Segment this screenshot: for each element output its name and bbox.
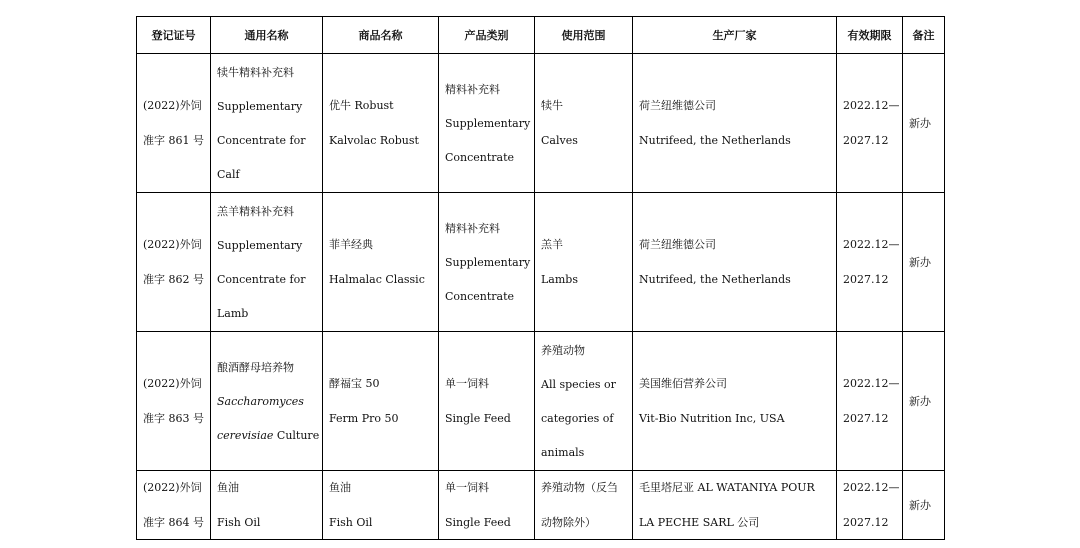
- spacer: [217, 149, 322, 166]
- spacer: [639, 253, 836, 271]
- category-line: 精料补充料: [445, 221, 500, 235]
- header-trade-name: 商品名称: [323, 17, 439, 54]
- trade-line: Halmalac Classic: [329, 273, 425, 286]
- registration-table: [136, 16, 945, 540]
- spacer: [541, 359, 632, 376]
- cell-scope: [535, 193, 633, 332]
- cell-note: 新办: [903, 193, 945, 332]
- generic-line: Concentrate for: [217, 272, 306, 286]
- cell-manufacturer: [633, 193, 837, 332]
- header-note: 备注: [903, 17, 945, 54]
- reg-line: (2022)外饲: [143, 377, 202, 390]
- table-row: [137, 193, 945, 332]
- maker-line: 毛里塔尼亚 AL WATANIYA POUR: [639, 481, 815, 494]
- cell-reg-no: [137, 471, 211, 540]
- spacer: [217, 410, 322, 427]
- spacer: [445, 237, 534, 254]
- cell-generic-name: [211, 193, 323, 332]
- trade-line: 优牛 Robust: [329, 99, 394, 112]
- spacer: [843, 496, 902, 514]
- reg-line: 准字 862 号: [143, 273, 204, 286]
- generic-line: Supplementary: [217, 99, 303, 113]
- spacer: [143, 392, 210, 410]
- scope-line: 羔羊: [541, 238, 563, 251]
- generic-line: [217, 393, 322, 410]
- validity-line: 2022.12—: [843, 481, 900, 494]
- scope-line: Lambs: [541, 273, 578, 286]
- validity-line: 2027.12: [843, 134, 889, 147]
- header-generic-name: 通用名称: [211, 17, 323, 54]
- trade-line: Kalvolac Robust: [329, 134, 419, 147]
- trade-line: Ferm Pro 50: [329, 412, 399, 425]
- category-line: Supplementary: [445, 255, 531, 269]
- spacer: [639, 392, 836, 410]
- maker-line: Vit-Bio Nutrition Inc, USA: [639, 412, 785, 425]
- trade-line: 菲羊经典: [329, 238, 373, 251]
- category-line: 单一饲料: [445, 481, 489, 494]
- cell-note: 新办: [903, 54, 945, 193]
- cell-reg-no: [137, 332, 211, 471]
- scope-line: Calves: [541, 134, 578, 147]
- spacer: [541, 427, 632, 444]
- header-category: 产品类别: [439, 17, 535, 54]
- cell-generic-name: [211, 471, 323, 540]
- spacer: [445, 98, 534, 115]
- generic-line: Lamb: [217, 306, 249, 320]
- validity-line: 2022.12—: [843, 377, 900, 390]
- cell-trade-name: [323, 54, 439, 193]
- category-line: Single Feed: [445, 516, 511, 529]
- trade-line: 酵福宝 50: [329, 377, 380, 390]
- scope-line: 动物除外）: [541, 516, 596, 529]
- generic-line: 羔羊精料补充料: [217, 204, 294, 218]
- validity-line: 2022.12—: [843, 99, 900, 112]
- generic-line: Supplementary: [217, 238, 303, 252]
- maker-line: Nutrifeed, the Netherlands: [639, 134, 791, 147]
- species-name: cerevisiae: [217, 428, 274, 442]
- cell-validity: [837, 332, 903, 471]
- spacer: [445, 271, 534, 288]
- generic-line: Calf: [217, 167, 240, 181]
- trade-line: 鱼油: [329, 481, 351, 494]
- spacer: [843, 253, 902, 271]
- cell-scope: [535, 471, 633, 540]
- generic-line: Concentrate for: [217, 133, 306, 147]
- cell-validity: [837, 54, 903, 193]
- spacer: [843, 114, 902, 132]
- cell-validity: [837, 471, 903, 540]
- spacer: [143, 496, 210, 514]
- validity-line: 2022.12—: [843, 238, 900, 251]
- cell-note: 新办: [903, 471, 945, 540]
- spacer: [217, 81, 322, 98]
- category-line: Concentrate: [445, 150, 515, 164]
- scope-line: 养殖动物: [541, 343, 585, 357]
- category-line: Single Feed: [445, 412, 511, 425]
- scope-line: 养殖动物（反刍: [541, 481, 618, 494]
- cell-generic-name: [211, 54, 323, 193]
- spacer: [143, 253, 210, 271]
- scope-line: 犊牛: [541, 99, 563, 112]
- category-line: Concentrate: [445, 289, 515, 303]
- spacer: [217, 376, 322, 393]
- maker-line: LA PECHE SARL 公司: [639, 516, 760, 529]
- spacer: [541, 253, 632, 271]
- spacer: [217, 115, 322, 132]
- validity-line: 2027.12: [843, 273, 889, 286]
- cell-note: 新办: [903, 332, 945, 471]
- trade-line: Fish Oil: [329, 516, 373, 529]
- cell-category: [439, 193, 535, 332]
- table-row: [137, 54, 945, 193]
- generic-line: 犊牛精料补充料: [217, 65, 294, 79]
- spacer: [445, 496, 534, 514]
- culture-word: Culture: [276, 428, 320, 442]
- spacer: [639, 496, 836, 514]
- spacer: [329, 392, 438, 410]
- category-line: Supplementary: [445, 116, 531, 130]
- header-validity: 有效期限: [837, 17, 903, 54]
- spacer: [329, 114, 438, 132]
- validity-line: 2027.12: [843, 412, 889, 425]
- cell-manufacturer: [633, 471, 837, 540]
- generic-line: 酿酒酵母培养物: [217, 360, 294, 374]
- spacer: [217, 254, 322, 271]
- reg-line: 准字 864 号: [143, 516, 204, 529]
- spacer: [639, 114, 836, 132]
- reg-line: (2022)外饲: [143, 481, 202, 494]
- cell-generic-name: [211, 332, 323, 471]
- spacer: [329, 496, 438, 514]
- cell-trade-name: [323, 193, 439, 332]
- validity-line: 2027.12: [843, 516, 889, 529]
- cell-manufacturer: [633, 332, 837, 471]
- header-row: [137, 17, 945, 54]
- spacer: [541, 114, 632, 132]
- spacer: [445, 392, 534, 410]
- header-reg-no: 登记证号: [137, 17, 211, 54]
- reg-line: 准字 863 号: [143, 412, 204, 425]
- generic-line: Fish Oil: [217, 516, 261, 529]
- cell-trade-name: [323, 471, 439, 540]
- cell-trade-name: [323, 332, 439, 471]
- spacer: [445, 132, 534, 149]
- maker-line: 美国维佰营养公司: [639, 377, 727, 390]
- generic-line: [217, 427, 322, 444]
- table-row: [137, 332, 945, 471]
- header-scope: 使用范围: [535, 17, 633, 54]
- spacer: [843, 392, 902, 410]
- spacer: [143, 114, 210, 132]
- scope-line: animals: [541, 445, 585, 459]
- spacer: [329, 253, 438, 271]
- table-row: [137, 471, 945, 540]
- reg-line: (2022)外饲: [143, 99, 202, 112]
- cell-scope: [535, 54, 633, 193]
- spacer: [217, 288, 322, 305]
- cell-manufacturer: [633, 54, 837, 193]
- category-line: 精料补充料: [445, 82, 500, 96]
- spacer: [541, 393, 632, 410]
- cell-category: [439, 471, 535, 540]
- scope-line: All species or: [541, 377, 616, 391]
- cell-reg-no: [137, 193, 211, 332]
- header-manufacturer: 生产厂家: [633, 17, 837, 54]
- maker-line: Nutrifeed, the Netherlands: [639, 273, 791, 286]
- species-name: Saccharomyces: [217, 394, 304, 408]
- reg-line: (2022)外饲: [143, 238, 202, 251]
- generic-line: 鱼油: [217, 481, 239, 494]
- spacer: [541, 496, 632, 514]
- category-line: 单一饲料: [445, 377, 489, 390]
- maker-line: 荷兰纽维德公司: [639, 99, 716, 112]
- maker-line: 荷兰纽维德公司: [639, 238, 716, 251]
- cell-scope: [535, 332, 633, 471]
- cell-category: [439, 332, 535, 471]
- cell-validity: [837, 193, 903, 332]
- spacer: [217, 220, 322, 237]
- cell-category: [439, 54, 535, 193]
- reg-line: 准字 861 号: [143, 134, 204, 147]
- cell-reg-no: [137, 54, 211, 193]
- spacer: [217, 496, 322, 514]
- scope-line: categories of: [541, 411, 614, 425]
